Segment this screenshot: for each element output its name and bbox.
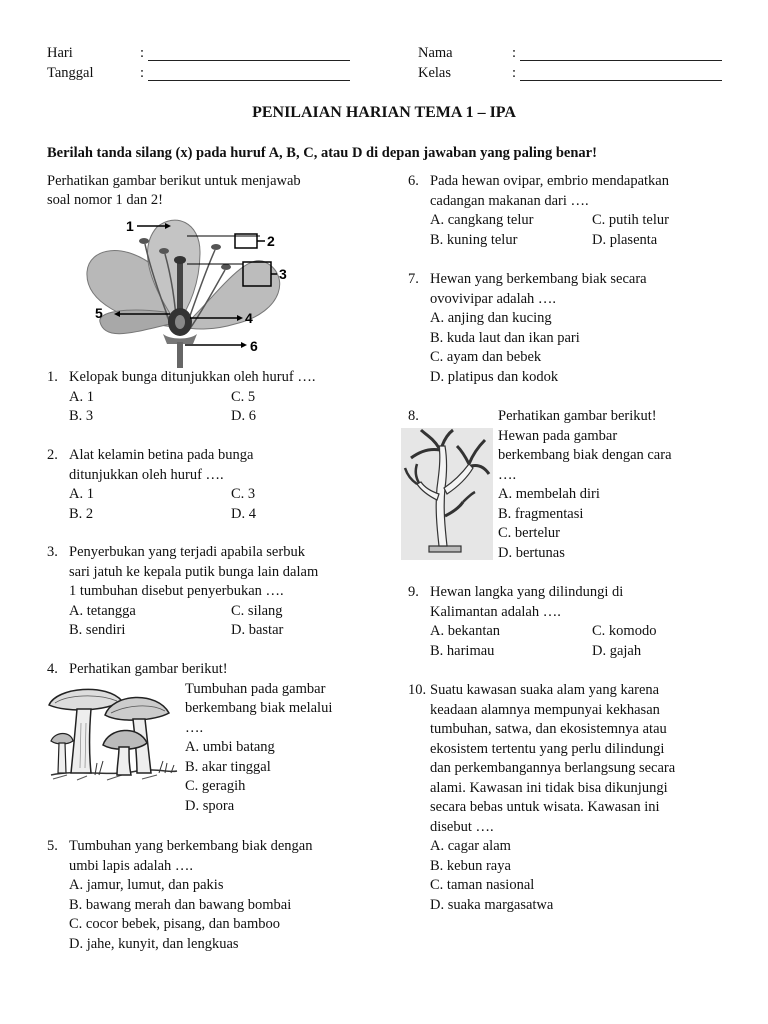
question-text: cadangan makanan dari …. bbox=[430, 192, 589, 209]
instruction: Berilah tanda silang (x) pada huruf A, B, C, atau D di depan jawaban yang paling benar! bbox=[47, 145, 597, 161]
option[interactable]: D. 6 bbox=[231, 408, 256, 424]
question-text: sari jatuh ke kepala putik bunga lain dalam bbox=[69, 563, 319, 580]
option[interactable]: A. tetangga bbox=[69, 602, 136, 619]
option[interactable]: C. komodo bbox=[592, 623, 657, 639]
option[interactable]: B. 3 bbox=[69, 408, 94, 424]
question-text: ekosistem tertentu yang perlu dilindungi bbox=[430, 740, 665, 757]
question-text: berkembang biak dengan cara bbox=[498, 447, 672, 463]
option[interactable]: C. bertelur bbox=[498, 525, 561, 541]
question-text: Penyerbukan yang terjadi apabila serbuk bbox=[69, 544, 305, 560]
option[interactable]: A. 1 bbox=[69, 486, 94, 502]
question-text: Suatu kawasan suaka alam yang karena bbox=[430, 682, 660, 698]
question-text: Hewan pada gambar bbox=[498, 427, 618, 444]
option[interactable]: B. 2 bbox=[69, 505, 94, 522]
hydra-image bbox=[401, 428, 493, 560]
kelas-field[interactable] bbox=[520, 80, 722, 81]
flower-label-6: 6 bbox=[250, 338, 258, 354]
question-5 bbox=[47, 837, 367, 954]
option[interactable]: D. gajah bbox=[592, 642, 642, 659]
option[interactable]: C. ayam dan bebek bbox=[430, 349, 542, 365]
mushroom-image bbox=[47, 683, 179, 783]
question-text: Tumbuhan yang berkembang biak dengan bbox=[69, 838, 313, 854]
question-7 bbox=[408, 270, 738, 387]
option[interactable]: C. 3 bbox=[231, 486, 256, 502]
flower-label-1: 1 bbox=[126, 218, 134, 234]
question-text: umbi lapis adalah …. bbox=[69, 857, 194, 874]
question-10 bbox=[408, 681, 738, 915]
option[interactable]: B. kebun raya bbox=[430, 857, 511, 874]
question-9 bbox=[408, 583, 738, 661]
option[interactable]: C. 5 bbox=[231, 388, 256, 405]
option[interactable]: C. taman nasional bbox=[430, 877, 535, 893]
question-text: Tumbuhan pada gambar bbox=[185, 680, 326, 697]
option[interactable]: D. platipus dan kodok bbox=[430, 368, 559, 385]
option[interactable]: C. silang bbox=[231, 602, 283, 619]
colon: : bbox=[512, 45, 517, 61]
option[interactable]: C. cocor bebek, pisang, dan bamboo bbox=[69, 916, 281, 932]
question-number: 9. bbox=[408, 584, 419, 600]
option[interactable]: D. jahe, kunyit, dan lengkuas bbox=[69, 935, 239, 952]
option[interactable]: D. bertunas bbox=[498, 544, 565, 561]
question-text: keadaan alamnya mempunyai kekhasan bbox=[430, 701, 660, 718]
question-number: 2. bbox=[47, 447, 58, 463]
question-text: Alat kelamin betina pada bunga bbox=[69, 447, 254, 463]
question-2 bbox=[47, 446, 367, 524]
hari-field[interactable] bbox=[148, 60, 350, 61]
question-text: Pada hewan ovipar, embrio mendapatkan bbox=[430, 173, 669, 189]
label-tanggal: Tanggal bbox=[47, 65, 94, 81]
flower-label-5: 5 bbox=[95, 305, 103, 321]
page-title: PENILAIAN HARIAN TEMA 1 – IPA bbox=[252, 104, 516, 121]
question-text: Perhatikan gambar berikut! bbox=[69, 661, 228, 677]
question-number: 7. bbox=[408, 271, 419, 287]
question-text: …. bbox=[498, 466, 517, 483]
question-text: alami. Kawasan ini tidak bisa dikunjungi bbox=[430, 779, 668, 796]
question-text: Kelopak bunga ditunjukkan oleh huruf …. bbox=[69, 369, 316, 385]
label-nama: Nama bbox=[418, 45, 453, 61]
option[interactable]: A. membelah diri bbox=[498, 486, 600, 502]
option[interactable]: A. cangkang telur bbox=[430, 212, 534, 228]
intro-line: soal nomor 1 dan 2! bbox=[47, 192, 163, 208]
intro-line: Perhatikan gambar berikut untuk menjawab bbox=[47, 173, 301, 189]
option[interactable]: A. anjing dan kucing bbox=[430, 310, 552, 326]
question-6 bbox=[408, 172, 738, 250]
question-text: Hewan yang berkembang biak secara bbox=[430, 271, 647, 287]
label-kelas: Kelas bbox=[418, 65, 452, 81]
option[interactable]: B. kuning telur bbox=[430, 231, 518, 248]
option[interactable]: B. fragmentasi bbox=[498, 505, 584, 522]
question-text: ovovivipar adalah …. bbox=[430, 290, 557, 307]
label-hari: Hari bbox=[47, 45, 73, 61]
question-number: 5. bbox=[47, 838, 58, 854]
question-text: tumbuhan, satwa, dan ekosistemnya atau bbox=[430, 721, 667, 737]
question-text: 1 tumbuhan disebut penyerbukan …. bbox=[69, 583, 284, 599]
flower-diagram-image bbox=[65, 212, 313, 370]
option[interactable]: A. bekantan bbox=[430, 623, 501, 639]
option[interactable]: B. akar tinggal bbox=[185, 758, 271, 775]
colon: : bbox=[512, 65, 517, 81]
question-text: Hewan langka yang dilindungi di bbox=[430, 584, 624, 600]
question-number: 6. bbox=[408, 173, 419, 189]
question-number: 3. bbox=[47, 544, 58, 560]
option[interactable]: B. sendiri bbox=[69, 622, 126, 638]
question-text: …. bbox=[185, 719, 204, 736]
option[interactable]: A. jamur, lumut, dan pakis bbox=[69, 877, 224, 893]
question-number: 8. bbox=[408, 408, 419, 424]
option[interactable]: C. putih telur bbox=[592, 212, 669, 228]
option[interactable]: A. cagar alam bbox=[430, 838, 511, 854]
question-text: dan perkembangannya berlangsung secara bbox=[430, 760, 676, 776]
option[interactable]: B. kuda laut dan ikan pari bbox=[430, 329, 580, 346]
option[interactable]: B. harimau bbox=[430, 642, 495, 659]
option[interactable]: D. spora bbox=[185, 797, 235, 814]
question-number: 1. bbox=[47, 369, 58, 385]
option[interactable]: D. 4 bbox=[231, 505, 256, 522]
colon: : bbox=[140, 65, 145, 81]
question-text: Kalimantan adalah …. bbox=[430, 603, 561, 620]
option[interactable]: D. suaka margasatwa bbox=[430, 896, 554, 913]
question-3 bbox=[47, 543, 367, 641]
colon: : bbox=[140, 45, 145, 61]
tanggal-field[interactable] bbox=[148, 80, 350, 81]
question-text: Perhatikan gambar berikut! bbox=[498, 408, 657, 424]
option[interactable]: A. 1 bbox=[69, 388, 94, 405]
option[interactable]: B. bawang merah dan bawang bombai bbox=[69, 896, 292, 913]
flower-label-2: 2 bbox=[267, 233, 275, 249]
flower-label-3: 3 bbox=[279, 266, 287, 282]
question-text: ditunjukkan oleh huruf …. bbox=[69, 466, 224, 483]
question-number: 4. bbox=[47, 661, 58, 677]
question-text: secara bebas untuk wisata. Kawasan ini bbox=[430, 799, 660, 815]
flower-label-4: 4 bbox=[245, 310, 253, 326]
option[interactable]: A. umbi batang bbox=[185, 739, 275, 755]
option[interactable]: C. geragih bbox=[185, 778, 246, 794]
question-text: disebut …. bbox=[430, 818, 494, 835]
nama-field[interactable] bbox=[520, 60, 722, 61]
question-1 bbox=[47, 368, 367, 427]
option[interactable]: D. bastar bbox=[231, 622, 284, 638]
option[interactable]: D. plasenta bbox=[592, 231, 658, 248]
question-number: 10. bbox=[408, 682, 427, 698]
question-text: berkembang biak melalui bbox=[185, 700, 333, 716]
